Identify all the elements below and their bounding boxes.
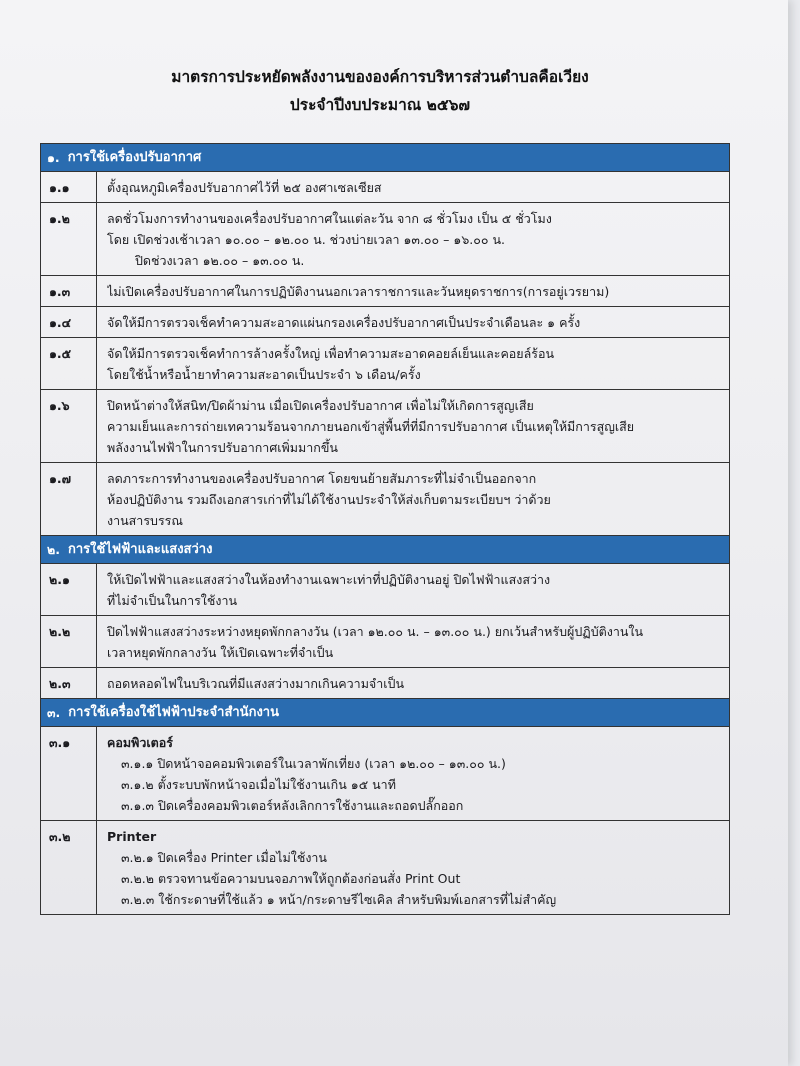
item-line: ถอดหลอดไฟในบริเวณที่มีแสงสว่างมากเกินความจำเป็น (107, 676, 405, 691)
item-line: ๓.๑.๑ ปิดหน้าจอคอมพิวเตอร์ในเวลาพักเที่ยง (เวลา ๑๒.๐๐ – ๑๓.๐๐ น.) (121, 756, 506, 771)
section-header (41, 699, 729, 727)
document-title: มาตรการประหยัดพลังงานขององค์การบริหารส่วนตำบลคือเวียง (171, 68, 589, 86)
table-row (41, 276, 729, 307)
item-line: งานสารบรรณ (107, 513, 183, 528)
item-text (97, 172, 729, 202)
item-number: ๑.๖ (41, 390, 97, 462)
item-text (97, 390, 729, 462)
item-number: ๑.๕ (41, 338, 97, 389)
item-text (97, 564, 729, 615)
item-number: ๒.๑ (41, 564, 97, 615)
item-line: ให้เปิดไฟฟ้าและแสงสว่างในห้องทำงานเฉพาะเท่าที่ปฏิบัติงานอยู่ ปิดไฟฟ้าแสงสว่าง (107, 572, 551, 587)
item-number: ๑.๑ (41, 172, 97, 202)
item-heading: Printer (107, 829, 157, 844)
table-row (41, 390, 729, 463)
section-header (41, 536, 729, 564)
item-number: ๑.๓ (41, 276, 97, 306)
table-row (41, 727, 729, 821)
item-line: ความเย็นและการถ่ายเทความร้อนจากภายนอกเข้าสู่พื้นที่ที่มีการปรับอากาศ เป็นเหตุให้มีการสูญเสีย (107, 419, 635, 434)
item-text (97, 463, 729, 535)
table-row (41, 668, 729, 699)
item-text (97, 338, 729, 389)
measures-table (40, 143, 730, 915)
section-number: ๓. (47, 705, 61, 720)
item-number: ๒.๓ (41, 668, 97, 698)
item-number: ๑.๗ (41, 463, 97, 535)
item-text (97, 727, 729, 820)
item-line: ๓.๑.๓ ปิดเครื่องคอมพิวเตอร์หลังเลิกการใช้งานและถอดปลั๊กออก (121, 798, 464, 813)
section-title: การใช้เครื่องใช้ไฟฟ้าประจำสำนักงาน (68, 705, 279, 720)
item-text (97, 276, 729, 306)
document-subtitle: ประจำปีงบประมาณ ๒๕๖๗ (289, 96, 471, 114)
item-line: ปิดไฟฟ้าแสงสว่างระหว่างหยุดพักกลางวัน (เวลา ๑๒.๐๐ น. – ๑๓.๐๐ น.) ยกเว้นสำหรับผู้ปฏิบัติงานใน (107, 624, 644, 639)
item-line: พลังงานไฟฟ้าในการปรับอากาศเพิ่มมากขึ้น (107, 440, 338, 455)
item-line: จัดให้มีการตรวจเช็คทำการล้างครั้งใหญ่ เพื่อทำความสะอาดคอยล์เย็นและคอยล์ร้อน (107, 346, 555, 361)
item-heading: คอมพิวเตอร์ (107, 735, 173, 750)
item-line: จัดให้มีการตรวจเช็คทำความสะอาดแผ่นกรองเครื่องปรับอากาศเป็นประจำเดือนละ ๑ ครั้ง (107, 315, 581, 330)
section-header (41, 144, 729, 172)
table-row (41, 616, 729, 668)
section-number: ๒. (47, 542, 60, 557)
section-title: การใช้เครื่องปรับอากาศ (67, 150, 202, 165)
item-number: ๓.๑ (41, 727, 97, 820)
item-number: ๒.๒ (41, 616, 97, 667)
table-row (41, 338, 729, 390)
item-line: ไม่เปิดเครื่องปรับอากาศในการปฏิบัติงานนอกเวลาราชการและวันหยุดราชการ(การอยู่เวรยาม) (107, 284, 610, 299)
item-text (97, 821, 729, 914)
table-row (41, 307, 729, 338)
item-line: ลดภาระการทำงานของเครื่องปรับอากาศ โดยขนย้ายสัมภาระที่ไม่จำเป็นออกจาก (107, 471, 537, 486)
item-text (97, 616, 729, 667)
item-line: ปิดหน้าต่างให้สนิท/ปิดผ้าม่าน เมื่อเปิดเครื่องปรับอากาศ เพื่อไม่ให้เกิดการสูญเสีย (107, 398, 534, 413)
item-line: ๓.๒.๒ ตรวจทานข้อความบนจอภาพให้ถูกต้องก่อนสั่ง Print Out (121, 871, 461, 886)
item-text (97, 668, 729, 698)
item-line: ห้องปฏิบัติงาน รวมถึงเอกสารเก่าที่ไม่ได้ใช้งานประจำให้ส่งเก็บตามระเบียบฯ ว่าด้วย (107, 492, 551, 507)
item-text (97, 203, 729, 275)
item-line: โดยใช้น้ำหรือน้ำยาทำความสะอาดเป็นประจำ ๖ เดือน/ครั้ง (107, 367, 421, 382)
table-row (41, 463, 729, 536)
item-line: ลดชั่วโมงการทำงานของเครื่องปรับอากาศในแต่ละวัน จาก ๘ ชั่วโมง เป็น ๕ ชั่วโมง (107, 211, 552, 226)
item-line: ๓.๒.๑ ปิดเครื่อง Printer เมื่อไม่ใช้งาน (121, 850, 327, 865)
item-number: ๑.๔ (41, 307, 97, 337)
table-row (41, 172, 729, 203)
table-row (41, 564, 729, 616)
item-number: ๑.๒ (41, 203, 97, 275)
item-line: โดย เปิดช่วงเช้าเวลา ๑๐.๐๐ – ๑๒.๐๐ น. ช่วงบ่ายเวลา ๑๓.๐๐ – ๑๖.๐๐ น. (107, 232, 505, 247)
section-number: ๑. (47, 150, 60, 165)
item-line: ๓.๒.๓ ใช้กระดาษที่ใช้แล้ว ๑ หน้า/กระดาษรีไซเคิล สำหรับพิมพ์เอกสารที่ไม่สำคัญ (121, 892, 557, 907)
item-number: ๓.๒ (41, 821, 97, 914)
item-line: เวลาหยุดพักกลางวัน ให้เปิดเฉพาะที่จำเป็น (107, 645, 334, 660)
item-line: ปิดช่วงเวลา ๑๒.๐๐ – ๑๓.๐๐ น. (135, 253, 305, 268)
section-title: การใช้ไฟฟ้าและแสงสว่าง (68, 542, 213, 557)
item-line: ๓.๑.๒ ตั้งระบบพักหน้าจอเมื่อไม่ใช้งานเกิน ๑๕ นาที (121, 777, 396, 792)
item-text (97, 307, 729, 337)
item-line: ตั้งอุณหภูมิเครื่องปรับอากาศไว้ที่ ๒๕ องศาเซลเซียส (107, 180, 382, 195)
table-row (41, 821, 729, 914)
item-line: ที่ไม่จำเป็นในการใช้งาน (107, 593, 238, 608)
table-row (41, 203, 729, 276)
